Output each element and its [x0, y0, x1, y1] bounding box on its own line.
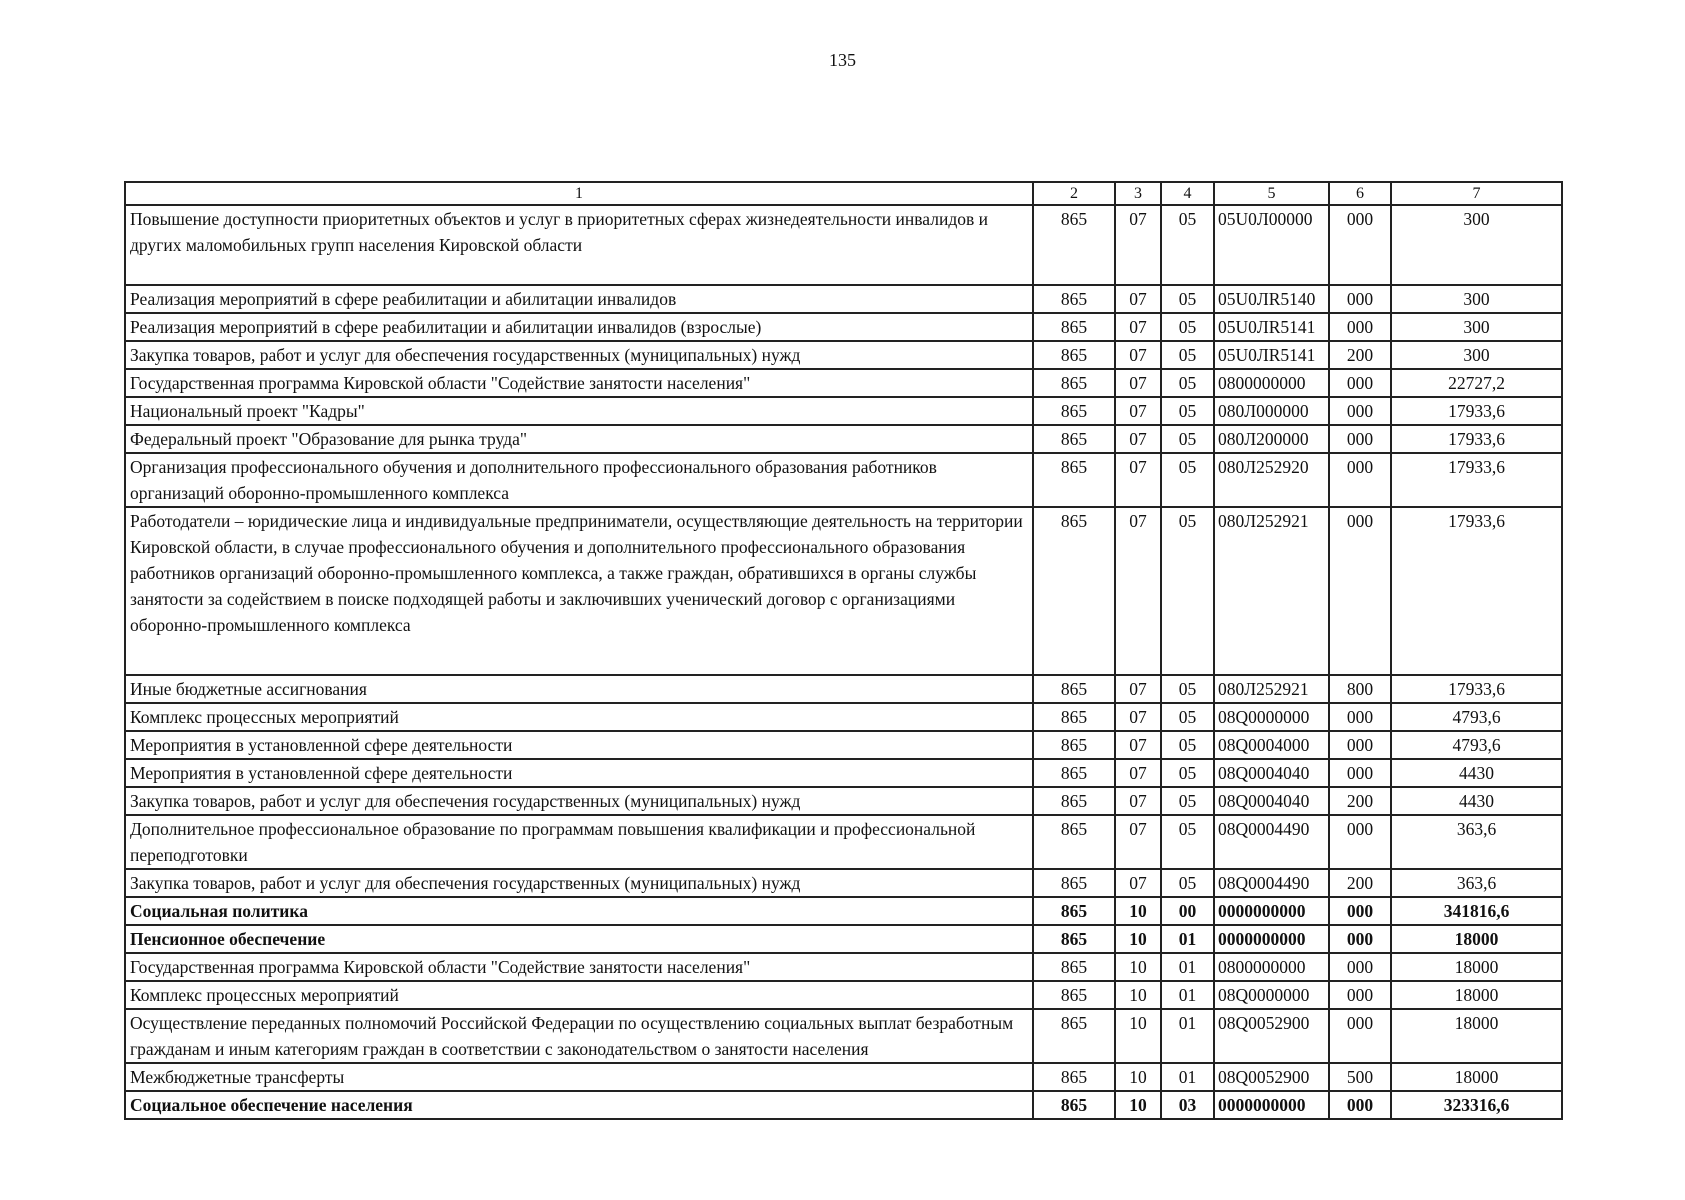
column-number: 7 — [1391, 182, 1562, 205]
section-code-cell: 07 — [1115, 341, 1161, 369]
row-name-cell: Межбюджетные трансферты — [125, 1063, 1033, 1091]
budget-table — [124, 181, 1563, 1120]
table-row — [125, 675, 1562, 703]
row-name-cell: Закупка товаров, работ и услуг для обеспечения государственных (муниципальных) нужд — [125, 341, 1033, 369]
expense-type-cell: 000 — [1329, 925, 1391, 953]
row-name-cell: Дополнительное профессиональное образование по программам повышения квалификации и профессиональной переподготовки — [125, 815, 1033, 869]
row-name-cell: Закупка товаров, работ и услуг для обеспечения государственных (муниципальных) нужд — [125, 787, 1033, 815]
expense-type-cell: 000 — [1329, 703, 1391, 731]
subsection-code-cell: 00 — [1161, 897, 1214, 925]
section-code-cell: 07 — [1115, 731, 1161, 759]
table-row — [125, 369, 1562, 397]
table-row — [125, 205, 1562, 285]
department-code-cell: 865 — [1033, 981, 1115, 1009]
subsection-code-cell: 05 — [1161, 369, 1214, 397]
row-name-cell: Комплекс процессных мероприятий — [125, 981, 1033, 1009]
row-name-cell: Мероприятия в установленной сфере деятельности — [125, 759, 1033, 787]
column-number: 5 — [1214, 182, 1329, 205]
amount-cell: 323316,6 — [1391, 1091, 1562, 1119]
row-name-cell: Организация профессионального обучения и дополнительного профессионального образования работников организаций оборонно-промышленного комплекса — [125, 453, 1033, 507]
subsection-code-cell: 05 — [1161, 453, 1214, 507]
expense-type-cell: 200 — [1329, 869, 1391, 897]
target-article-cell: 08Q0004490 — [1214, 815, 1329, 869]
section-code-cell: 07 — [1115, 759, 1161, 787]
target-article-cell: 080Л252920 — [1214, 453, 1329, 507]
target-article-cell: 05U0ЛR5140 — [1214, 285, 1329, 313]
expense-type-cell: 500 — [1329, 1063, 1391, 1091]
table-row — [125, 1009, 1562, 1063]
table-row — [125, 981, 1562, 1009]
subsection-code-cell: 03 — [1161, 1091, 1214, 1119]
section-code-cell: 10 — [1115, 1091, 1161, 1119]
table-row — [125, 425, 1562, 453]
expense-type-cell: 000 — [1329, 981, 1391, 1009]
department-code-cell: 865 — [1033, 453, 1115, 507]
table-row — [125, 897, 1562, 925]
expense-type-cell: 000 — [1329, 953, 1391, 981]
expense-type-cell: 000 — [1329, 285, 1391, 313]
target-article-cell: 080Л000000 — [1214, 397, 1329, 425]
table-row — [125, 1063, 1562, 1091]
amount-cell: 18000 — [1391, 981, 1562, 1009]
department-code-cell: 865 — [1033, 703, 1115, 731]
expense-type-cell: 000 — [1329, 815, 1391, 869]
target-article-cell: 08Q0052900 — [1214, 1063, 1329, 1091]
row-name-cell: Иные бюджетные ассигнования — [125, 675, 1033, 703]
target-article-cell: 05U0ЛR5141 — [1214, 341, 1329, 369]
expense-type-cell: 000 — [1329, 453, 1391, 507]
target-article-cell: 080Л252921 — [1214, 507, 1329, 675]
row-name-cell: Государственная программа Кировской области "Содействие занятости населения" — [125, 369, 1033, 397]
amount-cell: 17933,6 — [1391, 425, 1562, 453]
section-code-cell: 07 — [1115, 787, 1161, 815]
table-row — [125, 397, 1562, 425]
subsection-code-cell: 05 — [1161, 869, 1214, 897]
department-code-cell: 865 — [1033, 815, 1115, 869]
section-code-cell: 07 — [1115, 453, 1161, 507]
amount-cell: 17933,6 — [1391, 453, 1562, 507]
row-name-cell: Реализация мероприятий в сфере реабилитации и абилитации инвалидов (взрослые) — [125, 313, 1033, 341]
target-article-cell: 080Л200000 — [1214, 425, 1329, 453]
subsection-code-cell: 05 — [1161, 507, 1214, 675]
section-code-cell: 07 — [1115, 815, 1161, 869]
table-row — [125, 285, 1562, 313]
department-code-cell: 865 — [1033, 1009, 1115, 1063]
table-row — [125, 869, 1562, 897]
subsection-code-cell: 05 — [1161, 703, 1214, 731]
amount-cell: 22727,2 — [1391, 369, 1562, 397]
section-code-cell: 10 — [1115, 925, 1161, 953]
target-article-cell: 08Q0000000 — [1214, 703, 1329, 731]
subsection-code-cell: 05 — [1161, 205, 1214, 285]
department-code-cell: 865 — [1033, 313, 1115, 341]
department-code-cell: 865 — [1033, 507, 1115, 675]
section-code-cell: 07 — [1115, 369, 1161, 397]
subsection-code-cell: 05 — [1161, 341, 1214, 369]
department-code-cell: 865 — [1033, 787, 1115, 815]
target-article-cell: 08Q0004000 — [1214, 731, 1329, 759]
table-row — [125, 787, 1562, 815]
table-row — [125, 507, 1562, 675]
subsection-code-cell: 05 — [1161, 815, 1214, 869]
expense-type-cell: 000 — [1329, 369, 1391, 397]
amount-cell: 17933,6 — [1391, 507, 1562, 675]
section-code-cell: 07 — [1115, 703, 1161, 731]
subsection-code-cell: 05 — [1161, 731, 1214, 759]
amount-cell: 18000 — [1391, 1009, 1562, 1063]
amount-cell: 300 — [1391, 205, 1562, 285]
row-name-cell: Повышение доступности приоритетных объектов и услуг в приоритетных сферах жизнедеятельности инвалидов и других маломобильных групп населения Кировской области — [125, 205, 1033, 285]
subsection-code-cell: 05 — [1161, 759, 1214, 787]
row-name-cell: Работодатели – юридические лица и индивидуальные предприниматели, осуществляющие деятельность на территории Кировской области, в случае профессионального обучения и дополнительного профессионального образования работников организаций оборонно-промышленного комплекса, а также граждан, обратившихся в органы службы занятости за содействием в поиске подходящей работы и заключивших ученический договор с организациями оборонно-промышленного комплекса — [125, 507, 1033, 675]
subsection-code-cell: 05 — [1161, 675, 1214, 703]
subsection-code-cell: 01 — [1161, 981, 1214, 1009]
department-code-cell: 865 — [1033, 341, 1115, 369]
expense-type-cell: 200 — [1329, 787, 1391, 815]
subsection-code-cell: 01 — [1161, 925, 1214, 953]
amount-cell: 18000 — [1391, 925, 1562, 953]
section-code-cell: 07 — [1115, 397, 1161, 425]
department-code-cell: 865 — [1033, 285, 1115, 313]
target-article-cell: 0800000000 — [1214, 369, 1329, 397]
department-code-cell: 865 — [1033, 925, 1115, 953]
section-code-cell: 07 — [1115, 285, 1161, 313]
column-number-header-row — [125, 182, 1562, 205]
table-row — [125, 1091, 1562, 1119]
subsection-code-cell: 05 — [1161, 397, 1214, 425]
expense-type-cell: 800 — [1329, 675, 1391, 703]
expense-type-cell: 000 — [1329, 397, 1391, 425]
department-code-cell: 865 — [1033, 897, 1115, 925]
section-code-cell: 07 — [1115, 869, 1161, 897]
expense-type-cell: 000 — [1329, 205, 1391, 285]
amount-cell: 4430 — [1391, 759, 1562, 787]
department-code-cell: 865 — [1033, 205, 1115, 285]
table-row — [125, 953, 1562, 981]
amount-cell: 363,6 — [1391, 815, 1562, 869]
expense-type-cell: 000 — [1329, 1009, 1391, 1063]
section-code-cell: 10 — [1115, 897, 1161, 925]
section-code-cell: 10 — [1115, 953, 1161, 981]
row-name-cell: Осуществление переданных полномочий Российской Федерации по осуществлению социальных выплат безработным гражданам и иным категориям граждан в соответствии с законодательством о занятости населения — [125, 1009, 1033, 1063]
table-row — [125, 759, 1562, 787]
amount-cell: 363,6 — [1391, 869, 1562, 897]
department-code-cell: 865 — [1033, 731, 1115, 759]
row-name-cell: Социальная политика — [125, 897, 1033, 925]
subsection-code-cell: 05 — [1161, 285, 1214, 313]
amount-cell: 341816,6 — [1391, 897, 1562, 925]
target-article-cell: 05U0ЛR5141 — [1214, 313, 1329, 341]
row-name-cell: Социальное обеспечение населения — [125, 1091, 1033, 1119]
row-name-cell: Мероприятия в установленной сфере деятельности — [125, 731, 1033, 759]
target-article-cell: 080Л252921 — [1214, 675, 1329, 703]
subsection-code-cell: 05 — [1161, 425, 1214, 453]
section-code-cell: 07 — [1115, 507, 1161, 675]
amount-cell: 17933,6 — [1391, 675, 1562, 703]
row-name-cell: Государственная программа Кировской области "Содействие занятости населения" — [125, 953, 1033, 981]
table-row — [125, 925, 1562, 953]
expense-type-cell: 000 — [1329, 425, 1391, 453]
department-code-cell: 865 — [1033, 759, 1115, 787]
target-article-cell: 05U0Л00000 — [1214, 205, 1329, 285]
subsection-code-cell: 05 — [1161, 787, 1214, 815]
amount-cell: 300 — [1391, 285, 1562, 313]
department-code-cell: 865 — [1033, 1063, 1115, 1091]
row-name-cell: Комплекс процессных мероприятий — [125, 703, 1033, 731]
table-row — [125, 341, 1562, 369]
table-row — [125, 313, 1562, 341]
target-article-cell: 0000000000 — [1214, 897, 1329, 925]
row-name-cell: Национальный проект "Кадры" — [125, 397, 1033, 425]
page-number: 135 — [829, 50, 856, 70]
subsection-code-cell: 01 — [1161, 1009, 1214, 1063]
amount-cell: 300 — [1391, 313, 1562, 341]
table-row — [125, 731, 1562, 759]
expense-type-cell: 000 — [1329, 731, 1391, 759]
expense-type-cell: 000 — [1329, 1091, 1391, 1119]
table-row — [125, 815, 1562, 869]
department-code-cell: 865 — [1033, 675, 1115, 703]
table-row — [125, 453, 1562, 507]
target-article-cell: 0000000000 — [1214, 1091, 1329, 1119]
budget-table-body — [125, 205, 1562, 1119]
section-code-cell: 10 — [1115, 1063, 1161, 1091]
section-code-cell: 07 — [1115, 425, 1161, 453]
row-name-cell: Закупка товаров, работ и услуг для обеспечения государственных (муниципальных) нужд — [125, 869, 1033, 897]
department-code-cell: 865 — [1033, 953, 1115, 981]
column-number: 3 — [1115, 182, 1161, 205]
column-number: 1 — [125, 182, 1033, 205]
expense-type-cell: 000 — [1329, 507, 1391, 675]
amount-cell: 17933,6 — [1391, 397, 1562, 425]
expense-type-cell: 000 — [1329, 897, 1391, 925]
column-number: 2 — [1033, 182, 1115, 205]
expense-type-cell: 200 — [1329, 341, 1391, 369]
section-code-cell: 07 — [1115, 313, 1161, 341]
section-code-cell: 07 — [1115, 205, 1161, 285]
department-code-cell: 865 — [1033, 425, 1115, 453]
expense-type-cell: 000 — [1329, 759, 1391, 787]
target-article-cell: 0800000000 — [1214, 953, 1329, 981]
row-name-cell: Федеральный проект "Образование для рынка труда" — [125, 425, 1033, 453]
target-article-cell: 08Q0052900 — [1214, 1009, 1329, 1063]
subsection-code-cell: 05 — [1161, 313, 1214, 341]
department-code-cell: 865 — [1033, 1091, 1115, 1119]
expense-type-cell: 000 — [1329, 313, 1391, 341]
amount-cell: 4430 — [1391, 787, 1562, 815]
target-article-cell: 08Q0004040 — [1214, 787, 1329, 815]
target-article-cell: 08Q0004490 — [1214, 869, 1329, 897]
table-row — [125, 703, 1562, 731]
amount-cell: 18000 — [1391, 953, 1562, 981]
target-article-cell: 0000000000 — [1214, 925, 1329, 953]
subsection-code-cell: 01 — [1161, 953, 1214, 981]
row-name-cell: Реализация мероприятий в сфере реабилитации и абилитации инвалидов — [125, 285, 1033, 313]
section-code-cell: 10 — [1115, 1009, 1161, 1063]
department-code-cell: 865 — [1033, 869, 1115, 897]
section-code-cell: 10 — [1115, 981, 1161, 1009]
subsection-code-cell: 01 — [1161, 1063, 1214, 1091]
department-code-cell: 865 — [1033, 397, 1115, 425]
column-number: 6 — [1329, 182, 1391, 205]
target-article-cell: 08Q0004040 — [1214, 759, 1329, 787]
amount-cell: 300 — [1391, 341, 1562, 369]
amount-cell: 4793,6 — [1391, 731, 1562, 759]
department-code-cell: 865 — [1033, 369, 1115, 397]
amount-cell: 4793,6 — [1391, 703, 1562, 731]
section-code-cell: 07 — [1115, 675, 1161, 703]
amount-cell: 18000 — [1391, 1063, 1562, 1091]
target-article-cell: 08Q0000000 — [1214, 981, 1329, 1009]
row-name-cell: Пенсионное обеспечение — [125, 925, 1033, 953]
column-number: 4 — [1161, 182, 1214, 205]
